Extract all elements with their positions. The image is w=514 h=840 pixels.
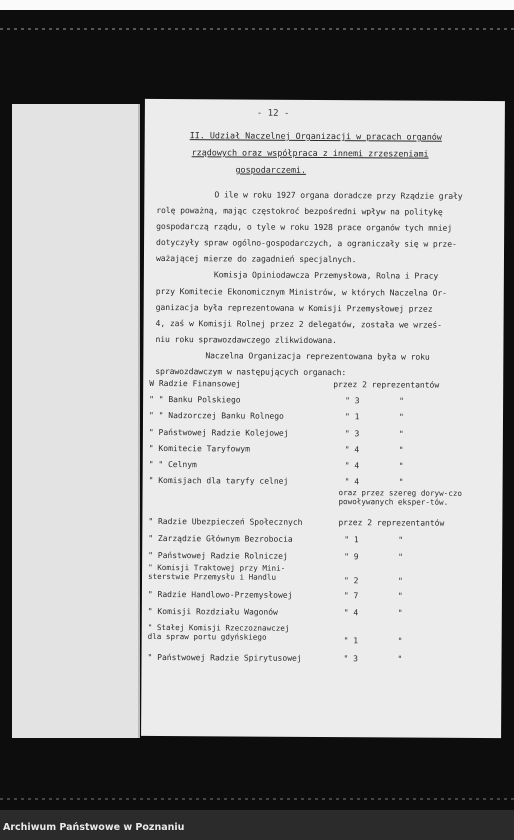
representatives-note: oraz przez szereg doryw-czo powoływanych eksper-tów. xyxy=(338,488,463,507)
section-heading xyxy=(189,127,441,180)
ditto-mark: " xyxy=(398,535,404,545)
representatives: " 3 xyxy=(343,654,359,664)
ditto-mark: " xyxy=(398,445,404,455)
representatives: " 1 xyxy=(344,412,360,422)
heading-line: rządowych oraz współpraca z innemi zrzeszeniami xyxy=(191,147,429,159)
text-line: sprawozdawczym w następujących organach: xyxy=(155,366,347,378)
organ-name: " Komisji Rozdziału Wagonów xyxy=(147,606,278,617)
text-line: ganizacja była reprezentowana w Komisji Przemysłowej przez xyxy=(155,301,433,314)
organ-name: W Radzie Finansowej xyxy=(149,378,241,389)
representatives: " 4 xyxy=(344,461,360,471)
representatives: " 9 xyxy=(344,552,359,562)
organ-name: " Radzie Ubezpieczeń Społecznych xyxy=(148,516,303,527)
organ-name: " Państwowej Radzie Kolejowej xyxy=(148,427,289,438)
organ-name: " " Celnym xyxy=(148,459,197,470)
ditto-mark: " xyxy=(397,576,403,586)
document-page xyxy=(141,99,505,738)
text-line: rolę poważną, mając częstokroć bezpośredni wpływ na politykę xyxy=(156,205,443,217)
ditto-mark: " xyxy=(397,654,403,664)
ditto-mark: " xyxy=(397,591,403,601)
organ-name: " Stałej Komisji Rzeczoznawczej dla spraw portu gdyńskiego xyxy=(147,622,290,642)
representatives: " 1 xyxy=(343,636,359,646)
page-number: - 12 - xyxy=(256,108,290,119)
organ-name: " Państwowej Radzie Rolniczej xyxy=(148,550,288,561)
archive-footer-bar xyxy=(0,810,514,840)
representatives: przez 2 reprezentantów xyxy=(333,380,440,390)
body-text xyxy=(155,186,492,381)
ditto-mark: " xyxy=(398,429,404,439)
representatives: " 4 xyxy=(343,608,359,618)
organ-name: " " Nadzorczej Banku Rolnego xyxy=(148,410,284,421)
text-line: O ile w roku 1927 organa doradcze przy Rządzie grały xyxy=(214,189,463,201)
text-line: dotyczyły spraw ogólno-gospodarczych, a ograniczały się w prze- xyxy=(156,237,457,250)
text-line: Naczelna Organizacja reprezentowana była w roku xyxy=(205,350,430,362)
representatives: " 4 xyxy=(344,477,360,487)
text-line: Komisja Opiniodawcza Przemysłowa, Rolna i Pracy xyxy=(213,269,439,282)
representatives: " 7 xyxy=(343,591,359,601)
organ-name: " Państwowej Radzie Spirytusowej xyxy=(147,652,302,663)
organ-name: " Komisji Traktowej przy Mini-sterstwie Przemysłu i Handlu xyxy=(148,562,286,582)
representatives: " 2 xyxy=(343,576,359,586)
ditto-mark: " xyxy=(398,552,404,562)
representatives: " 1 xyxy=(344,535,359,545)
text-line: gospodarczą rządu, o tyle w roku 1928 prace organów tych mniej xyxy=(156,221,453,233)
heading-line: II. Udział Naczelnej Organizacji w pracach organów xyxy=(189,130,442,142)
organ-name: " Radzie Handlowo-Przemysłowej xyxy=(147,589,293,600)
left-page-edge xyxy=(12,104,140,738)
organ-name: " Komisjach dla taryfy celnej xyxy=(148,475,289,486)
text-line: przy Komitecie Ekonomicznym Ministrów, w których Naczelna Or- xyxy=(155,285,447,298)
ditto-mark: " xyxy=(398,461,404,471)
text-line: niu roku sprawozdawczego zlikwidowana. xyxy=(155,333,337,345)
text-line: 4, zaś w Komisji Rolnej przez 2 delegatów, została we wrześ- xyxy=(155,317,442,330)
representatives: " 4 xyxy=(344,445,360,455)
archive-label: Archiwum Państwowe w Poznaniu xyxy=(3,822,185,833)
ditto-mark: " xyxy=(399,396,404,406)
organ-name: " Zarządzie Głównym Bezrobocia xyxy=(148,533,293,544)
organ-name: " " Banku Polskiego xyxy=(149,394,241,405)
representatives: " 3 xyxy=(344,429,360,439)
ditto-mark: " xyxy=(398,477,404,487)
text-line: ważającej mierze do zagadnień specjalnych. xyxy=(155,253,357,265)
ditto-mark: " xyxy=(398,412,404,422)
representatives: " 3 xyxy=(345,396,360,406)
representatives: przez 2 reprezentantów xyxy=(338,518,445,528)
organ-name: " Komitecie Taryfowym xyxy=(148,443,250,454)
ditto-mark: " xyxy=(397,608,403,618)
heading-line: gospodarczemi. xyxy=(235,164,307,175)
top-margin-strip xyxy=(0,0,514,10)
ditto-mark: " xyxy=(397,636,403,646)
